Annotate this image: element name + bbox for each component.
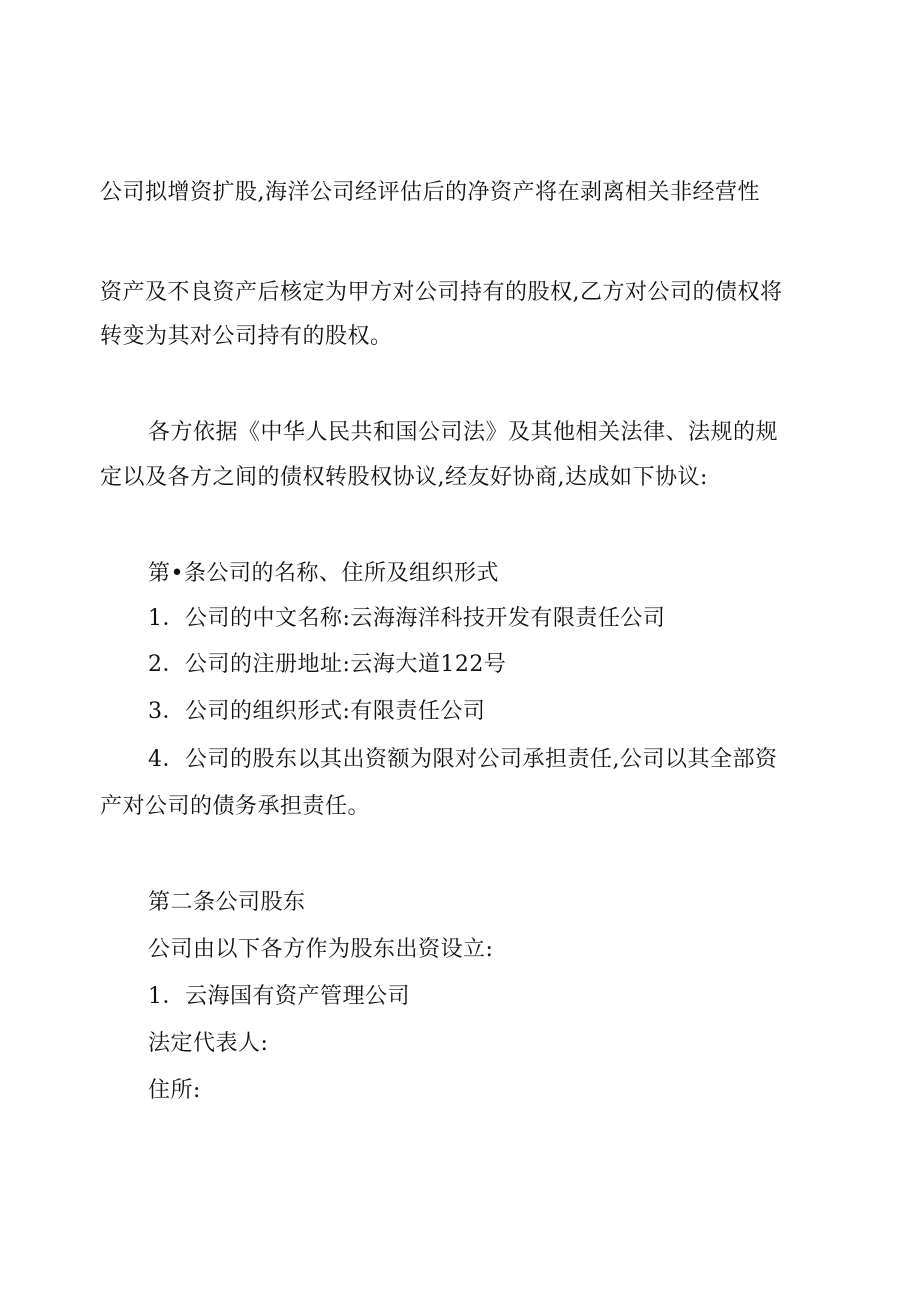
paragraph-line: 公司拟增资扩股,海洋公司经评估后的净资产将在剥离相关非经营性	[100, 180, 760, 205]
list-item: 1．云海国有资产管理公司	[148, 984, 410, 1009]
field-label: 住所:	[148, 1078, 201, 1103]
list-item: 4．公司的股东以其出资额为限对公司承担责任,公司以其全部资	[148, 747, 778, 772]
paragraph-line: 资产及不良资产后核定为甲方对公司持有的股权,乙方对公司的债权将	[100, 280, 783, 305]
article-heading: 第二条公司股东	[148, 890, 306, 915]
paragraph-line: 产对公司的债务承担责任。	[100, 794, 371, 819]
article-heading: 第•条公司的名称、住所及组织形式	[148, 561, 499, 586]
list-item: 1．公司的中文名称:云海海洋科技开发有限责任公司	[148, 606, 666, 631]
field-label: 法定代表人:	[148, 1031, 269, 1056]
list-item: 2．公司的注册地址:云海大道122号	[148, 652, 507, 677]
paragraph-line: 各方依据《中华人民共和国公司法》及其他相关法律、法规的规	[148, 420, 779, 445]
list-item: 3．公司的组织形式:有限责任公司	[148, 699, 486, 724]
paragraph-line: 转变为其对公司持有的股权。	[100, 324, 393, 349]
paragraph-line: 定以及各方之间的债权转股权协议,经友好协商,达成如下协议:	[100, 465, 708, 490]
paragraph-line: 公司由以下各方作为股东出资设立:	[148, 937, 494, 962]
